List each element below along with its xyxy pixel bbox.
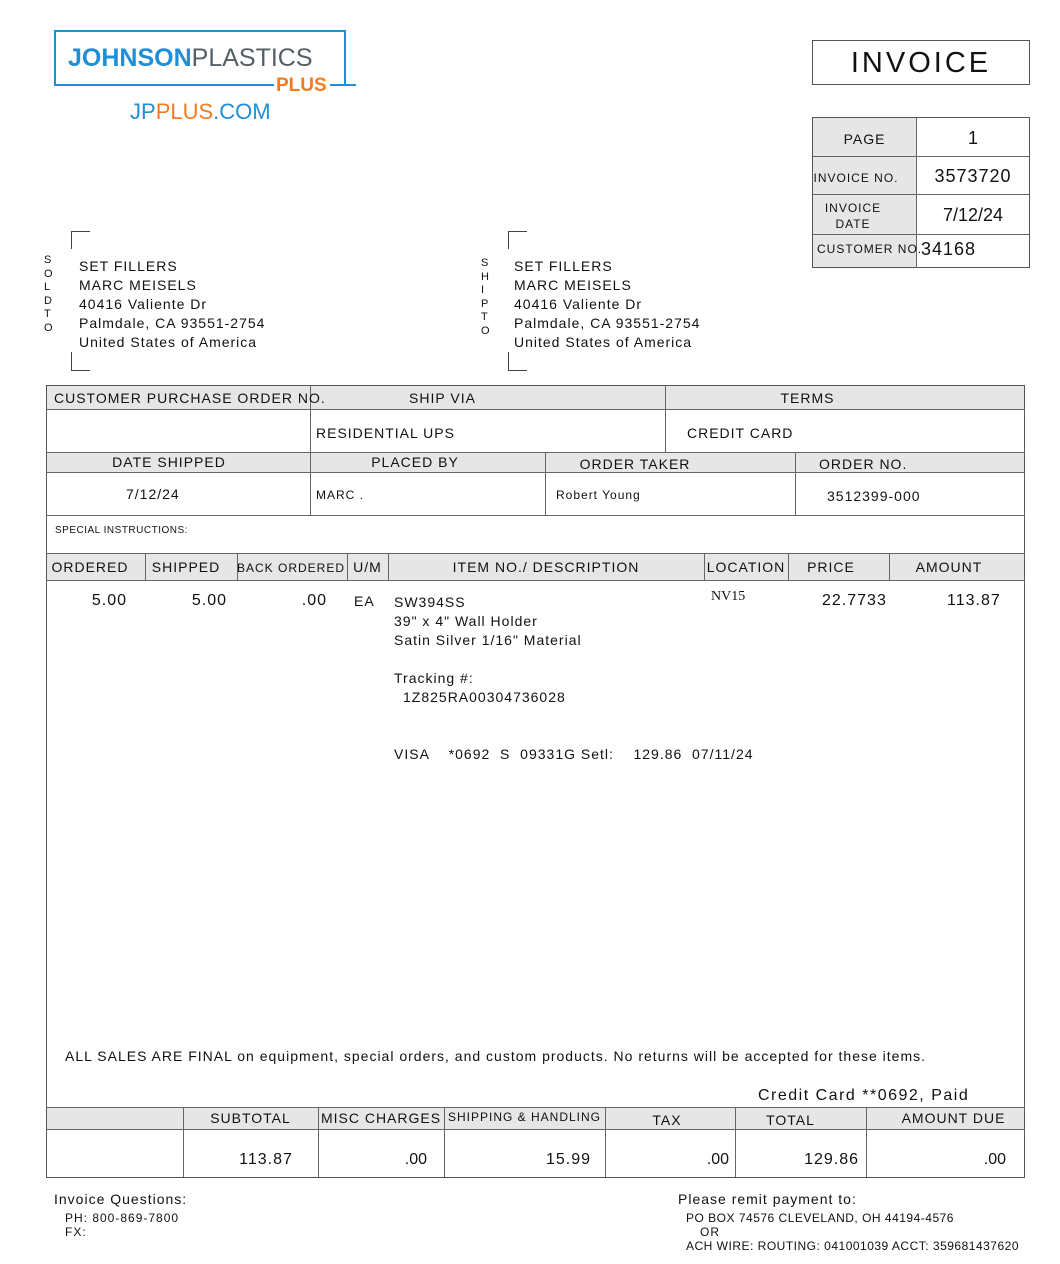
subtotal-value: 113.87 bbox=[239, 1151, 293, 1168]
col-price: PRICE bbox=[807, 559, 855, 575]
invoice-title: INVOICE bbox=[812, 40, 1030, 85]
ship-to-address: SET FILLERS MARC MEISELS 40416 Valiente Dr Palmdale, CA 93551-2754 United States of America bbox=[514, 258, 701, 350]
misc-value: .00 bbox=[404, 1151, 427, 1168]
fax: FX: bbox=[65, 1225, 87, 1239]
placed-by-label: PLACED BY bbox=[371, 454, 459, 470]
logo-johnson: JOHNSON bbox=[68, 44, 192, 72]
shipping-label: SHIPPING & HANDLING bbox=[447, 1110, 602, 1124]
page-label: PAGE bbox=[843, 131, 886, 147]
invoice-date-label: INVOICE DATE bbox=[824, 201, 882, 231]
invoice-no-value: 3573720 bbox=[934, 166, 1012, 186]
logo-website: JPPLUS.COM bbox=[130, 99, 271, 124]
remit-label: Please remit payment to: bbox=[678, 1191, 857, 1207]
invoice-info-table bbox=[812, 117, 1030, 268]
logo-plastics: PLASTICS bbox=[191, 44, 313, 72]
invoice-page: JOHNSONPLASTICS PLUS JPPLUS.COM INVOICE PAGE 1 INVOICE NO. 3573720 INVOICE DATE 7/12/24 CUSTOMER NO. 34168 SOLD TO SET FILLERS MARC MEISELS 40416 Valiente Dr Palmdale, CA 93551-2754 United States of America SHIP TO SET FILLERS MARC MEISELS 40416 Valiente Dr Palmdale, CA 93551-2754 United States of America CUSTOMER PURCHASE ORDER NO. SHIP VIA RESIDENTIAL UPS TERMS CREDIT CARD DATE SHIPPED 7/12/24 PLACED BY MARC . ORDER TAKER Robert Young ORDER NO. 3512399-000 SPECIAL INSTRUCTIONS: ORDERED SHIPPED BACK ORDERED U/M ITEM NO./ DESCRIPTION LOCATION PRICE AMOUNT 5.00 5.00 .00 EA SW394SS 39" x 4" Wall Holder Satin Silver 1/16" Material Tracking #: 1Z825RA00304736028 VISA *0692 S 09331G Setl: 129.86 07/11/24 NV15 22.7733 113.87 ALL SALES ARE FINAL on equipment, special orders, and custom products. No returns will be accepted for these items. Credit Card **0692, Paid SUBTOTAL 113.87 MISC CHARGES .00 SHIPPING & HANDLING 15.99 TAX .00 TOTAL 129.86 AMOUNT DUE .00 Invoice Questions: PH: 800-869-7800 FX: Please remit payment to: PO BOX 74576 CLEVELAND, OH 44194-4576 OR ACH WIRE: ROUTING: 041001039 ACCT: 359681437620 bbox=[0, 0, 1060, 1264]
amount-due-value: .00 bbox=[983, 1151, 1006, 1168]
col-back-ordered: BACK ORDERED bbox=[237, 561, 346, 575]
misc-label: MISC CHARGES bbox=[320, 1110, 442, 1126]
ship-to-label: SHIP TO bbox=[481, 257, 491, 337]
tax-value: .00 bbox=[706, 1151, 729, 1168]
total-value: 129.86 bbox=[804, 1151, 859, 1168]
po-box: PO BOX 74576 CLEVELAND, OH 44194-4576 bbox=[686, 1211, 954, 1225]
or-text: OR bbox=[700, 1225, 720, 1239]
sales-final-notice: ALL SALES ARE FINAL on equipment, special orders, and custom products. No returns will be accepted for these items. bbox=[65, 1048, 926, 1064]
date-shipped-label: DATE SHIPPED bbox=[112, 454, 226, 470]
terms-label: TERMS bbox=[780, 390, 835, 406]
po-label: CUSTOMER PURCHASE ORDER NO. bbox=[54, 390, 326, 406]
amount-due-label: AMOUNT DUE bbox=[901, 1110, 1006, 1126]
invoice-questions: Invoice Questions: bbox=[54, 1191, 188, 1207]
order-no-value: 3512399-000 bbox=[827, 488, 921, 504]
date-shipped-value: 7/12/24 bbox=[126, 486, 180, 502]
order-no-label: ORDER NO. bbox=[819, 456, 908, 472]
customer-no-value: 34168 bbox=[921, 239, 977, 259]
invoice-no-label: INVOICE NO. bbox=[813, 171, 899, 185]
customer-no-label: CUSTOMER NO. bbox=[817, 242, 923, 256]
col-ordered: ORDERED bbox=[51, 559, 129, 575]
sold-to-address: SET FILLERS MARC MEISELS 40416 Valiente Dr Palmdale, CA 93551-2754 United States of America bbox=[79, 258, 266, 350]
invoice-date-value: 7/12/24 bbox=[942, 205, 1004, 225]
order-taker-value: Robert Young bbox=[556, 488, 641, 502]
paid-note: Credit Card **0692, Paid bbox=[758, 1087, 970, 1104]
sold-to-label: SOLD TO bbox=[44, 254, 54, 334]
page-value: 1 bbox=[967, 128, 978, 148]
placed-by-value: MARC . bbox=[316, 488, 364, 502]
col-um: U/M bbox=[353, 559, 382, 575]
logo-plus: PLUS bbox=[276, 75, 327, 96]
shipping-value: 15.99 bbox=[545, 1151, 591, 1168]
col-item-description: ITEM NO./ DESCRIPTION bbox=[452, 559, 640, 575]
col-location: LOCATION bbox=[706, 559, 786, 575]
special-instructions-label: SPECIAL INSTRUCTIONS: bbox=[55, 525, 188, 536]
terms-value: CREDIT CARD bbox=[687, 425, 794, 441]
subtotal-label: SUBTOTAL bbox=[210, 1110, 291, 1126]
col-amount: AMOUNT bbox=[915, 559, 983, 575]
phone: PH: 800-869-7800 bbox=[65, 1211, 180, 1225]
ship-via-label: SHIP VIA bbox=[409, 390, 476, 406]
col-shipped: SHIPPED bbox=[151, 559, 221, 575]
total-label: TOTAL bbox=[766, 1112, 815, 1128]
tax-label: TAX bbox=[652, 1112, 682, 1128]
ach-wire: ACH WIRE: ROUTING: 041001039 ACCT: 359681437620 bbox=[686, 1239, 1019, 1253]
order-taker-label: ORDER TAKER bbox=[579, 456, 691, 472]
ship-via-value: RESIDENTIAL UPS bbox=[316, 425, 455, 441]
